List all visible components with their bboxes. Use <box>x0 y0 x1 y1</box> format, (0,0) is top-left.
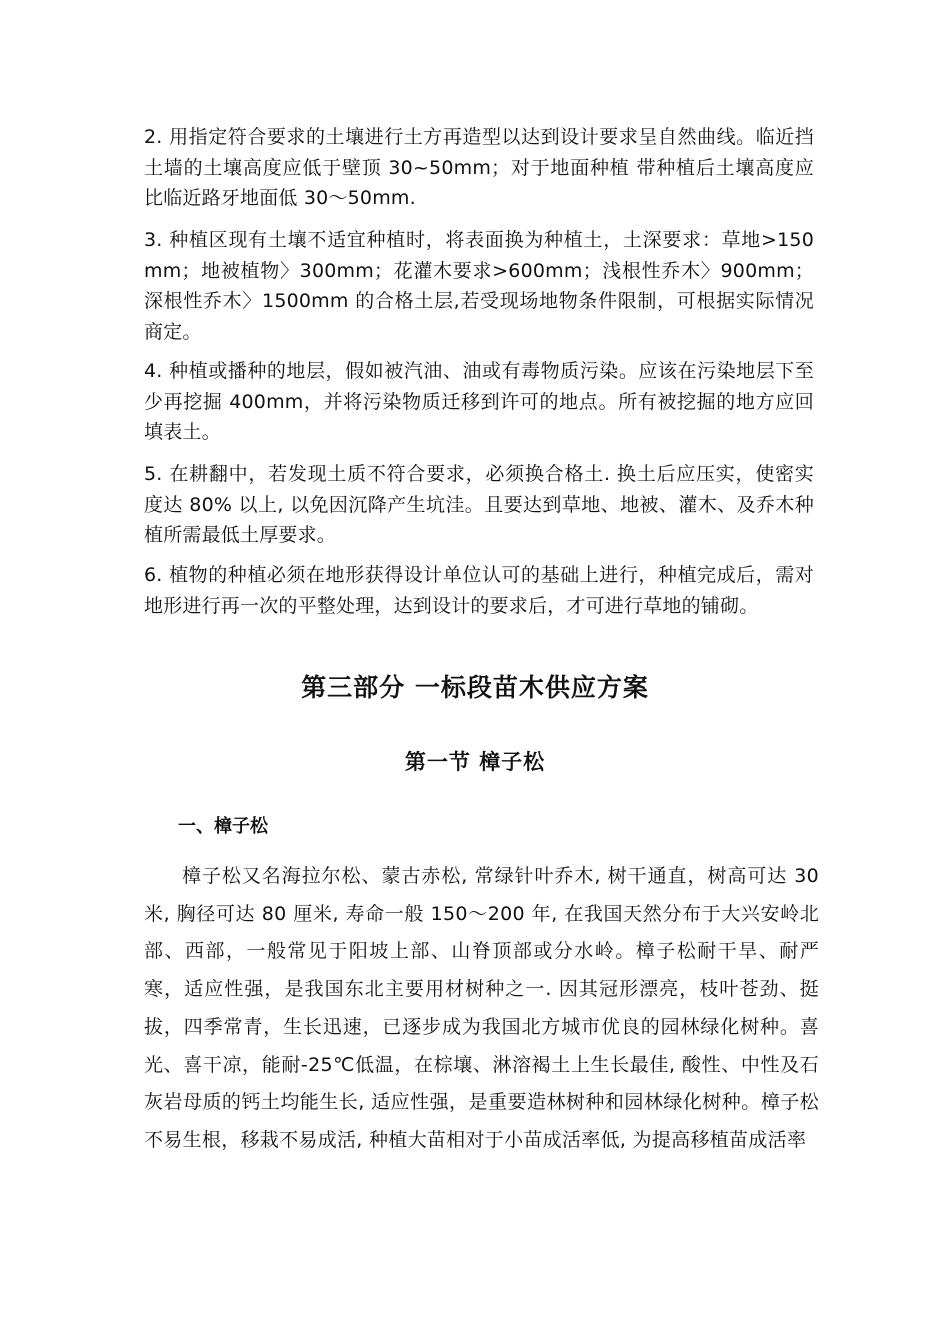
body-paragraph: 樟子松又名海拉尔松、蒙古赤松, 常绿针叶乔木, 树干通直，树高可达 30 米, 胸径可达 80 厘米, 寿命一般 150～200 年, 在我国天然分布于大兴安岭北部、西部，一般常见于阳坡上部、山脊顶部或分水岭。樟子松耐干旱、耐严寒，适应性强，是我国东北主要用材树种之一. 因其冠形漂亮，枝叶苍劲、挺拔，四季常青，生长迅速，已逐步成为我国北方城市优良的园林绿化树种。喜光、喜干凉，能耐-25℃低温，在棕壤、淋溶褐土上生长最佳, 酸性、中性及石灰岩母质的钙土均能生长, 适应性强，是重要造林树种和园林绿化树种。樟子松不易生根，移栽不易成活, 种植大苗相对于小苗成活率低, 为提高移植苗成活率 <box>144 865 819 1151</box>
subheading: 一、樟子松 <box>178 816 268 837</box>
paragraph-item-2: 2. 用指定符合要求的土壤进行土方再造型以达到设计要求呈自然曲线。临近挡土墙的土壤高度应低于壁顶 30~50mm；对于地面种植 带种植后土壤高度应比临近路牙地面低 30～50mm. <box>144 126 814 209</box>
paragraph-item-5: 5. 在耕翻中，若发现土质不符合要求，必须换合格土. 换土后应压实，使密实度达 80% 以上, 以免因沉降产生坑洼。且要达到草地、地被、灌木、及乔木种植所需最低土厚要求。 <box>144 463 814 546</box>
paragraph-item-4: 4. 种植或播种的地层，假如被汽油、油或有毒物质污染。应该在污染地层下至少再挖掘 400mm，并将污染物质迁移到许可的地点。所有被挖掘的地方应回填表土。 <box>144 360 814 443</box>
paragraph-item-3: 3. 种植区现有土壤不适宜种植时，将表面换为种植土，土深要求：草地>150mm；地被植物〉300mm；花灌木要求>600mm；浅根性乔木〉900mm；深根性乔木〉1500mm 的合格土层,若受现场地物条件限制，可根据实际情况商定。 <box>144 229 814 343</box>
section-title: 第一节 樟子松 <box>404 750 546 774</box>
paragraph-item-6: 6. 植物的种植必须在地形获得设计单位认可的基础上进行，种植完成后，需对地形进行再一次的平整处理，达到设计的要求后，才可进行草地的铺砌。 <box>144 564 814 617</box>
part-title: 第三部分 一标段苗木供应方案 <box>301 673 649 702</box>
